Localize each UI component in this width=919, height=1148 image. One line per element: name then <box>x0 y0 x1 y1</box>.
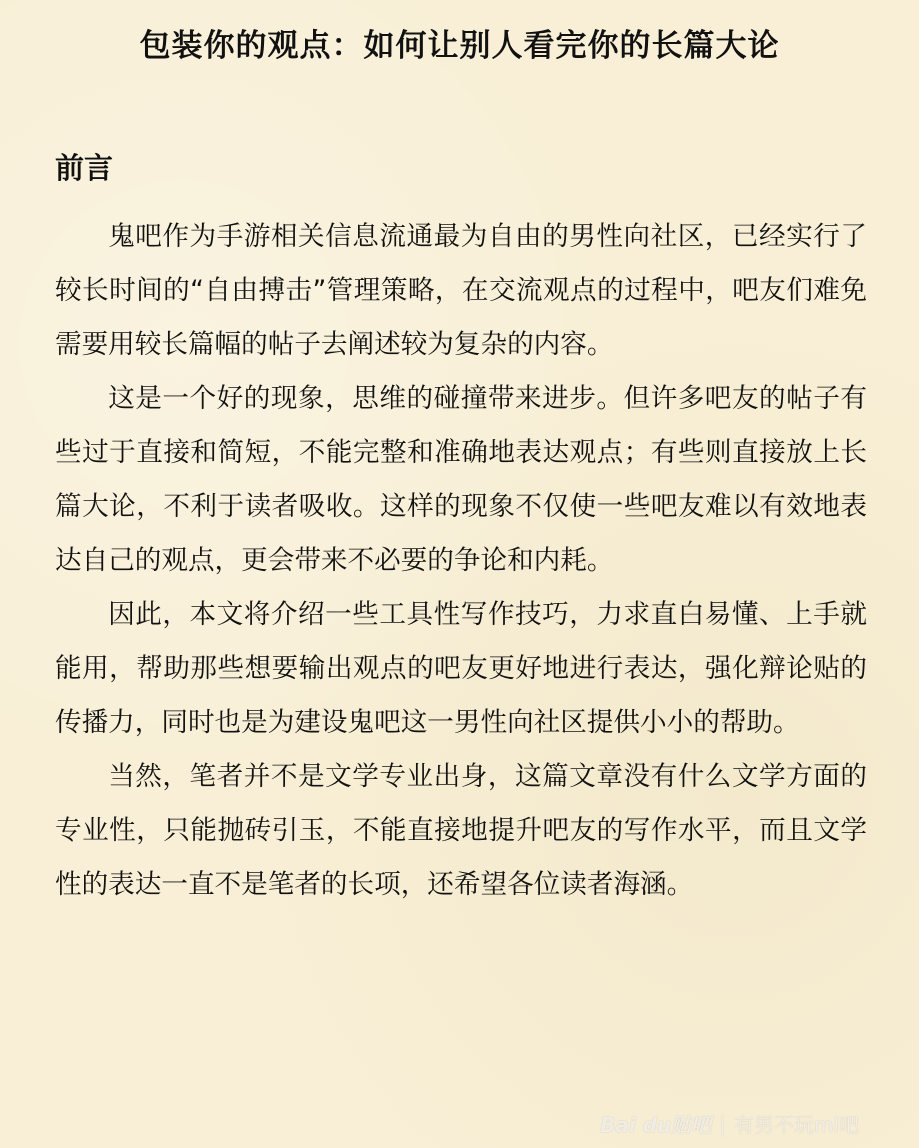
article-title: 包装你的观点：如何让别人看完你的长篇大论 <box>139 28 780 64</box>
baidu-tieba-watermark <box>600 1109 859 1138</box>
watermark-separator: | <box>719 1111 726 1136</box>
paragraph: 这是一个好的现象，思维的碰撞带来进步。但许多吧友的帖子有些过于直接和简短，不能完整和准确地表达观点；有些则直接放上长篇大论，不利于读者吸收。这样的现象不仅使一些吧友难以有效地表达自己的观点，更会带来不必要的争论和内耗。 <box>55 383 867 576</box>
section-heading: 前言 <box>55 151 114 185</box>
baidu-tieba-logo: Bai du贴吧 <box>600 1113 712 1137</box>
watermark-forum-name: 有男不玩ml吧 <box>733 1113 859 1137</box>
paragraph: 鬼吧作为手游相关信息流通最为自由的男性向社区，已经实行了较长时间的“自由搏击”管理策略，在交流观点的过程中，吧友们难免需要用较长篇幅的帖子去阐述较为复杂的内容。 <box>55 221 867 360</box>
paragraph: 当然，笔者并不是文学专业出身，这篇文章没有什么文学方面的专业性，只能抛砖引玉，不能直接地提升吧友的写作水平，而且文学性的表达一直不是笔者的长项，还希望各位读者海涵。 <box>55 761 867 900</box>
paragraph: 因此，本文将介绍一些工具性写作技巧，力求直白易懂、上手就能用，帮助那些想要输出观点的吧友更好地进行表达，强化辩论贴的传播力，同时也是为建设鬼吧这一男性向社区提供小小的帮助。 <box>55 599 867 738</box>
article-body <box>55 210 867 912</box>
